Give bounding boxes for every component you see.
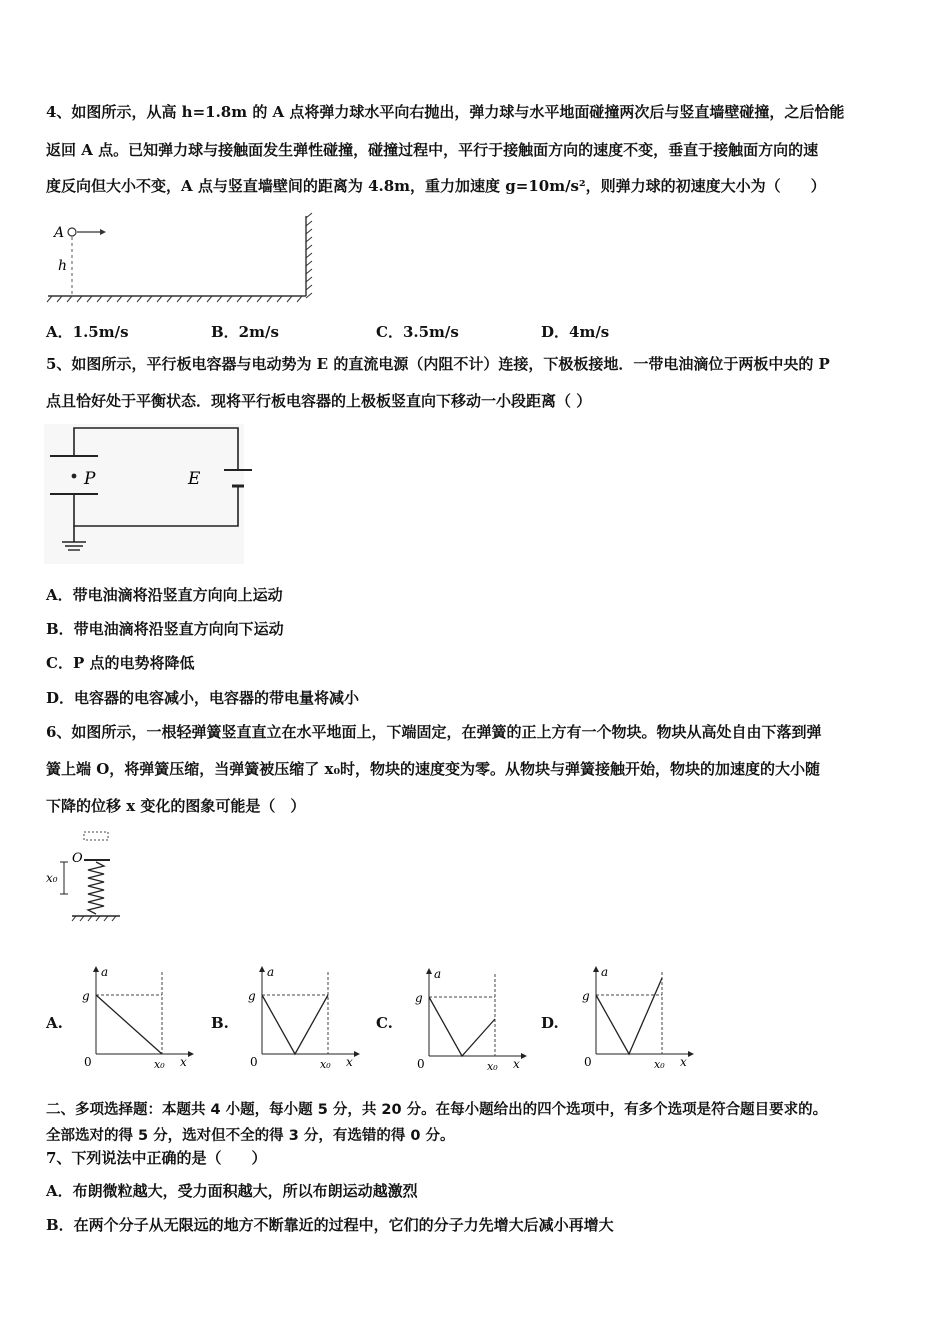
q6-stem-line3: 下降的位移 x 变化的图象可能是（ ） xyxy=(46,797,306,815)
q6-graph-label-c[interactable]: C. xyxy=(376,1014,393,1032)
q4-stem-line1: 4、如图所示，从高 h=1.8m 的 A 点将弹力球水平向右抛出，弹力球与水平地面碰撞两次后与竖直墙壁碰撞，之后恰能 xyxy=(46,103,845,121)
q5-stem-line2: 点且恰好处于平衡状态．现将平行板电容器的上极板竖直向下移动一小段距离（ ） xyxy=(46,392,592,410)
q6-stem-line1: 6、如图所示，一根轻弹簧竖直直立在水平地面上，下端固定，在弹簧的正上方有一个物块。物块从高处自由下落到弹 xyxy=(46,723,822,741)
q6-graph-a-axis-g: g xyxy=(82,989,90,1003)
q6-spring-figure xyxy=(44,828,124,923)
q6-graph-label-d[interactable]: D. xyxy=(541,1014,559,1032)
q4-option-c[interactable]: C．3.5m/s xyxy=(376,323,459,341)
q4-options xyxy=(46,321,706,342)
q6-graph-b-axis-g: g xyxy=(248,989,256,1003)
q6-graph-c-axis-x0: x₀ xyxy=(487,1060,498,1073)
q5-stem-line1: 5、如图所示，平行板电容器与电动势为 E 的直流电源（内阻不计）连接，下极板接地．一带电油滴位于两板中央的 P xyxy=(46,355,830,373)
q6-graph-c[interactable] xyxy=(413,964,523,1074)
q7-stem: 7、下列说法中正确的是（ ） xyxy=(46,1149,267,1167)
q6-stem-line2: 簧上端 O，将弹簧压缩，当弹簧被压缩了 x₀时，物块的速度变为零。从物块与弹簧接触开始，物块的加速度的大小随 xyxy=(46,760,821,778)
q4-ground xyxy=(47,296,306,302)
q4-stem-line2: 返回 A 点。已知弹力球与接触面发生弹性碰撞，碰撞过程中，平行于接触面方向的速度不变，垂直于接触面方向的速 xyxy=(46,141,819,159)
q6-graph-a-axis-x0: x₀ xyxy=(154,1058,165,1071)
q6-block-icon xyxy=(84,832,108,840)
q4-ball-icon xyxy=(68,228,106,236)
q6-label-x0: x₀ xyxy=(46,871,58,885)
q6-graph-c-axis-0: 0 xyxy=(417,1057,425,1071)
q6-graph-c-axis-x: x xyxy=(513,1057,520,1071)
q4-option-d[interactable]: D．4m/s xyxy=(541,323,610,341)
q4-figure xyxy=(44,214,314,304)
q4-option-b[interactable]: B．2m/s xyxy=(211,323,279,341)
q6-graph-d-axis-0: 0 xyxy=(584,1055,592,1069)
section2-heading-line1: 二、多项选择题：本题共 4 小题，每小题 5 分，共 20 分。在每小题给出的四个选项中，有多个选项是符合题目要求的。 xyxy=(46,1102,828,1118)
q6-graph-label-b[interactable]: B. xyxy=(211,1014,229,1032)
q4-wall xyxy=(306,213,312,298)
q5-option-d[interactable]: D．电容器的电容减小，电容器的带电量将减小 xyxy=(46,689,360,707)
section2-heading-line2: 全部选对的得 5 分，选对但不全的得 3 分，有选错的得 0 分。 xyxy=(46,1128,455,1144)
q6-graph-b-axis-x: x xyxy=(346,1055,353,1069)
q6-graph-a-axis-0: 0 xyxy=(84,1055,92,1069)
q6-graph-c-axis-g: g xyxy=(415,991,423,1005)
q7-option-b[interactable]: B．在两个分子从无限远的地方不断靠近的过程中，它们的分子力先增大后减小再增大 xyxy=(46,1216,614,1234)
q6-graph-d-axis-a: a xyxy=(601,965,609,979)
q6-label-O: O xyxy=(72,851,83,866)
q4-option-a[interactable]: A．1.5m/s xyxy=(46,323,129,341)
q4-stem-line3: 度反向但大小不变，A 点与竖直墙壁间的距离为 4.8m，重力加速度 g=10m/s²，则弹力球的初速度大小为（ ） xyxy=(46,177,826,195)
q6-graph-a[interactable] xyxy=(80,962,190,1072)
q6-graph-b-axis-0: 0 xyxy=(250,1055,258,1069)
q6-graph-a-axis-x: x xyxy=(180,1055,187,1069)
q6-graph-c-axis-a: a xyxy=(434,967,442,981)
q6-graph-d-axis-x0: x₀ xyxy=(654,1058,665,1071)
q6-graph-d-axis-x: x xyxy=(680,1055,687,1069)
q5-label-E: E xyxy=(188,469,201,489)
q6-graph-b[interactable] xyxy=(246,962,356,1072)
q7-option-a[interactable]: A．布朗微粒越大，受力面积越大，所以布朗运动越激烈 xyxy=(46,1182,418,1200)
q5-option-b[interactable]: B．带电油滴将沿竖直方向向下运动 xyxy=(46,620,284,638)
q6-graph-d[interactable] xyxy=(580,962,690,1072)
q6-spring-icon xyxy=(88,862,104,914)
q6-graph-label-a[interactable]: A. xyxy=(46,1014,63,1032)
q6-graph-b-axis-a: a xyxy=(267,965,275,979)
q5-circuit-figure xyxy=(44,424,244,564)
q5-option-a[interactable]: A．带电油滴将沿竖直方向向上运动 xyxy=(46,586,283,604)
q6-graph-d-axis-g: g xyxy=(582,989,590,1003)
q5-label-P: P xyxy=(84,469,96,489)
q6-graph-a-axis-a: a xyxy=(101,965,109,979)
q5-option-c[interactable]: C．P 点的电势将降低 xyxy=(46,654,195,672)
q6-graph-b-axis-x0: x₀ xyxy=(320,1058,331,1071)
q4-label-A: A xyxy=(54,225,65,241)
q4-label-h: h xyxy=(58,258,68,274)
q5-oil-drop-icon xyxy=(72,474,77,479)
